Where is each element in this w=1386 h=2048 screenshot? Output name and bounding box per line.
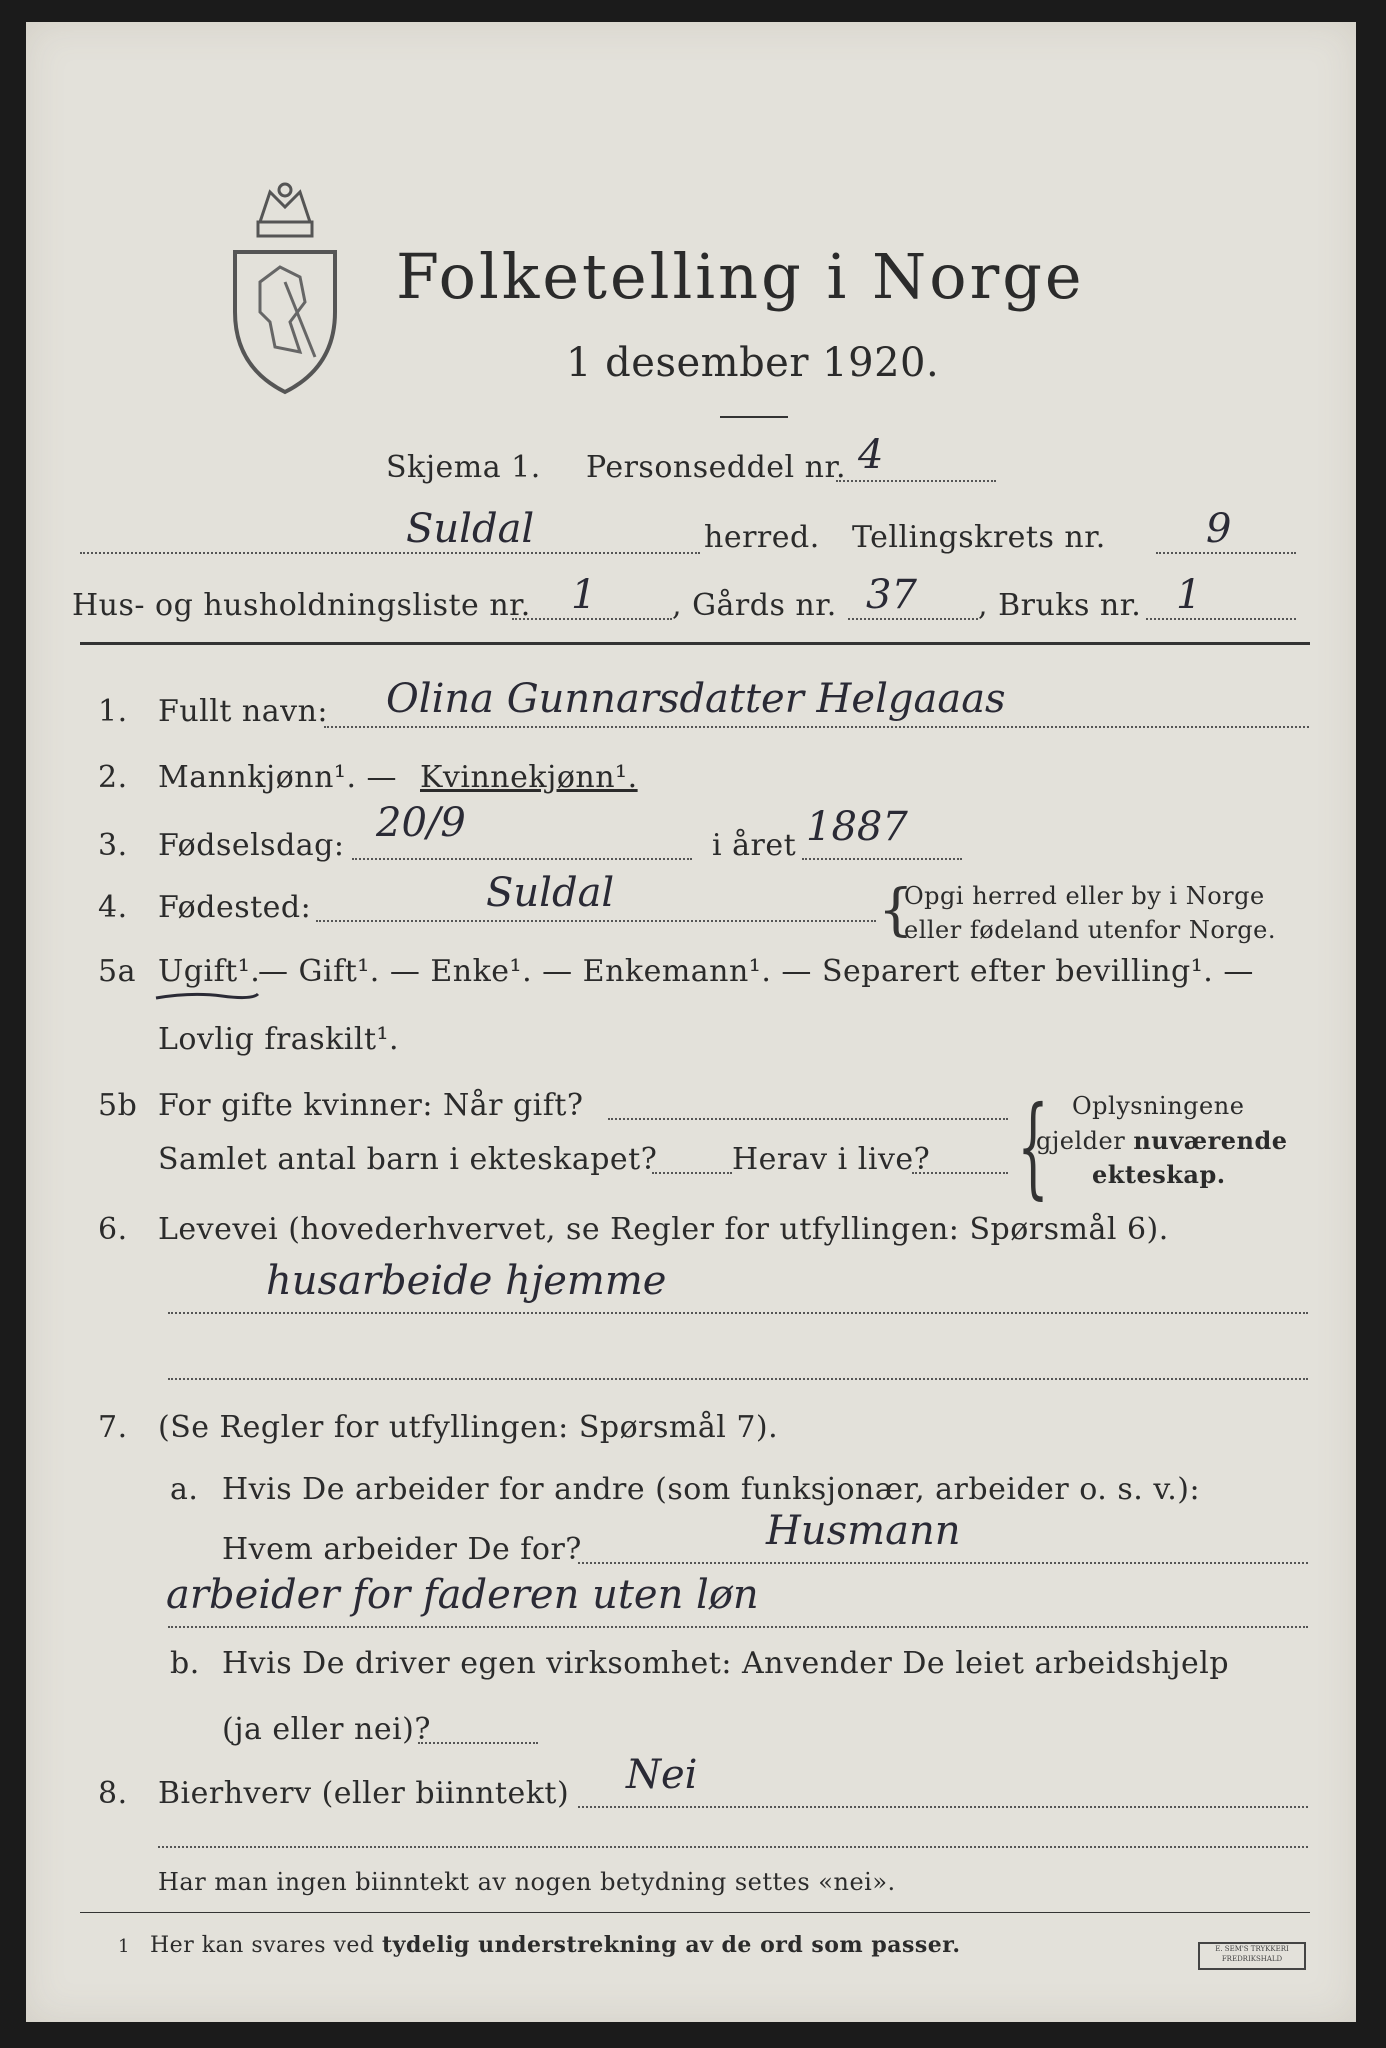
- employer-label: Hvem arbeider De for?: [222, 1532, 582, 1567]
- children-alive-label: Herav i live?: [732, 1142, 931, 1177]
- side-income-note: Har man ingen biinntekt av nogen betydning settes «nei».: [158, 1868, 896, 1896]
- q7a-label: Hvis De arbeider for andre (som funksjonær, arbeider o. s. v.):: [222, 1472, 1201, 1507]
- q7a-letter: a.: [170, 1472, 199, 1507]
- bruks-value: 1: [1176, 572, 1202, 618]
- husliste-label: Hus- og husholdningsliste nr.: [72, 588, 531, 623]
- employer-extra-line: [168, 1626, 1308, 1628]
- birthplace-note-2: eller fødeland utenfor Norge.: [904, 916, 1277, 944]
- section-end-line: [158, 1846, 1308, 1848]
- gards-value: 37: [866, 572, 917, 618]
- q3-number: 3.: [98, 828, 128, 863]
- herred-line: [80, 552, 700, 554]
- gender-male-option: Mannkjønn¹. —: [158, 760, 398, 795]
- personseddel-value: 4: [858, 432, 884, 478]
- birthplace-brace: {: [878, 878, 914, 943]
- form-title: Folketelling i Norge: [396, 240, 1085, 313]
- gards-label: , Gårds nr.: [672, 588, 837, 623]
- employer-line: [578, 1562, 1308, 1564]
- occupation-value: husarbeide hjemme: [266, 1258, 667, 1304]
- employer-value: Husmann: [766, 1508, 961, 1554]
- birth-year-value: 1887: [806, 804, 908, 850]
- birthday-line: [352, 858, 692, 860]
- birthplace-line: [316, 920, 876, 922]
- married-when-line: [608, 1118, 1008, 1120]
- q7b-label: Hvis De driver egen virksomhet: Anvender De leiet arbeidshjelp: [222, 1646, 1230, 1681]
- children-total-label: Samlet antal barn i ekteskapet?: [158, 1142, 658, 1177]
- birth-year-label: i året: [712, 828, 797, 863]
- q1-number: 1.: [98, 694, 128, 729]
- marital-other-options: — Gift¹. — Enke¹. — Enkemann¹. — Separert efter bevilling¹. —: [258, 954, 1254, 989]
- footnote-mark: 1: [118, 1936, 130, 1957]
- husliste-line: [512, 618, 672, 620]
- occupation-label: Levevei (hovederhvervet, se Regler for utfyllingen: Spørsmål 6).: [158, 1212, 1169, 1247]
- full-name-label: Fullt navn:: [158, 694, 329, 729]
- personseddel-label: Personseddel nr.: [586, 450, 847, 485]
- children-total-line: [652, 1172, 732, 1174]
- census-form-sheet: [26, 22, 1356, 2022]
- printer-stamp: E. SEM'S TRYKKERI FREDRIKSHALD: [1198, 1942, 1306, 1970]
- q7b-line: [418, 1742, 538, 1744]
- unmarried-underline-mark: [152, 988, 262, 1004]
- personseddel-line: [836, 480, 996, 482]
- marital-divorced-option: Lovlig fraskilt¹.: [158, 1022, 400, 1057]
- q5b-number: 5b: [98, 1088, 138, 1123]
- bruks-label: , Bruks nr.: [978, 588, 1142, 623]
- header-rule: [80, 642, 1310, 645]
- tellingskrets-line: [1156, 552, 1296, 554]
- q4-number: 4.: [98, 890, 128, 925]
- birth-year-line: [802, 858, 962, 860]
- marriage-note-2: gjelder nuværende: [1036, 1126, 1288, 1155]
- herred-label: herred.: [704, 520, 820, 555]
- birthplace-value: Suldal: [486, 870, 615, 916]
- marriage-brace: {: [1017, 1082, 1049, 1210]
- q6-number: 6.: [98, 1212, 128, 1247]
- birthplace-label: Fødested:: [158, 890, 312, 925]
- birthday-value: 20/9: [376, 800, 466, 846]
- marriage-note-3: ekteskap.: [1092, 1160, 1226, 1189]
- skjema-label: Skjema 1.: [386, 450, 541, 485]
- footnote-text: Her kan svares ved tydelig understrekning av de ord som passer.: [150, 1932, 961, 1958]
- full-name-line: [324, 726, 1309, 728]
- marriage-note-1: Oplysningene: [1072, 1092, 1245, 1120]
- q7b-yes-no-label: (ja eller nei)?: [222, 1712, 431, 1747]
- q2-number: 2.: [98, 760, 128, 795]
- gards-line: [848, 618, 978, 620]
- marital-unmarried-option: Ugift¹.: [158, 954, 261, 989]
- full-name-value: Olina Gunnarsdatter Helgaaas: [386, 676, 1006, 722]
- gender-female-option: Kvinnekjønn¹.: [420, 760, 638, 795]
- q5a-number: 5a: [98, 954, 136, 989]
- census-date: 1 desember 1920.: [566, 340, 940, 386]
- children-alive-line: [912, 1172, 1008, 1174]
- occupation-line-1: [168, 1312, 1308, 1314]
- q8-number: 8.: [98, 1776, 128, 1811]
- norwegian-coat-of-arms-icon: [230, 182, 340, 397]
- footnote-rule: [80, 1912, 1310, 1913]
- occupation-line-2: [168, 1378, 1308, 1380]
- birthplace-note-1: Opgi herred eller by i Norge: [904, 882, 1265, 910]
- married-when-label: For gifte kvinner: Når gift?: [158, 1088, 584, 1123]
- birthday-label: Fødselsdag:: [158, 828, 345, 863]
- q7b-letter: b.: [170, 1646, 200, 1681]
- q7-label: (Se Regler for utfyllingen: Spørsmål 7).: [158, 1410, 779, 1445]
- tellingskrets-value: 9: [1206, 506, 1232, 552]
- herred-value: Suldal: [406, 506, 535, 552]
- tellingskrets-label: Tellingskrets nr.: [852, 520, 1106, 555]
- side-income-value: Nei: [626, 1752, 698, 1798]
- side-income-line: [578, 1806, 1308, 1808]
- bruks-line: [1146, 618, 1296, 620]
- employer-extra-value: arbeider for faderen uten løn: [166, 1572, 759, 1618]
- side-income-label: Bierhverv (eller biinntekt): [158, 1776, 570, 1811]
- husliste-value: 1: [571, 572, 597, 618]
- title-divider: [720, 416, 788, 418]
- q7-number: 7.: [98, 1410, 128, 1445]
